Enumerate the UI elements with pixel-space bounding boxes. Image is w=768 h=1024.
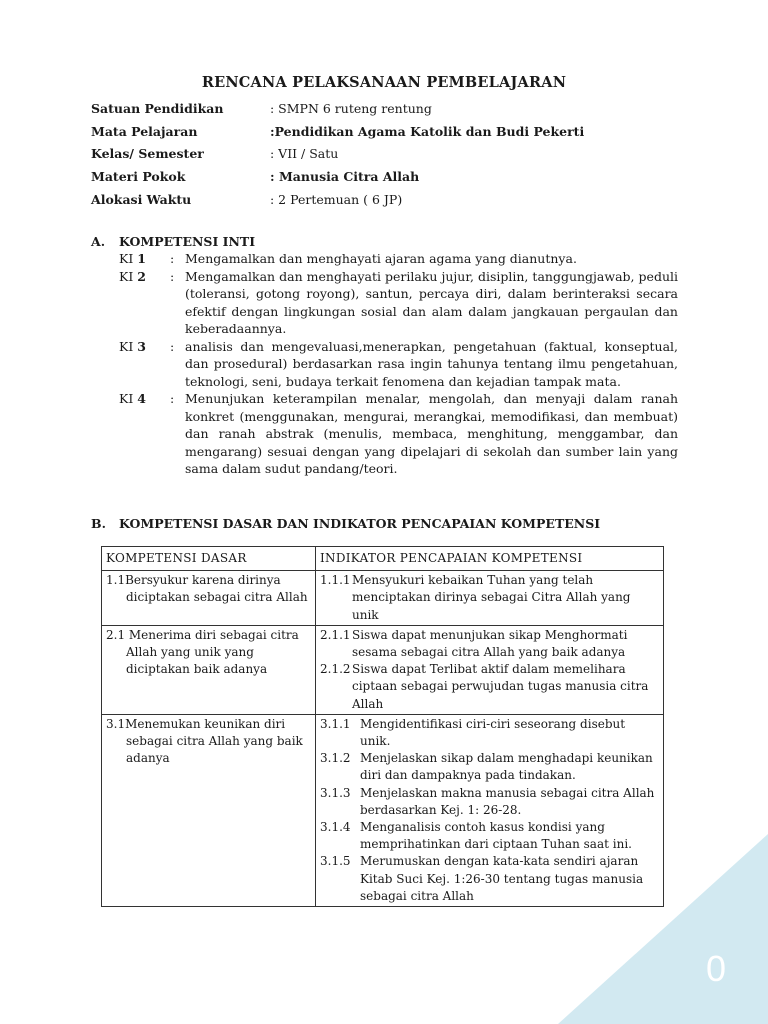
indicator-item [320, 819, 659, 853]
meta-label: Materi Pokok [91, 169, 186, 185]
indicator-item [320, 853, 659, 905]
indicator-number: 3.1.5 [320, 854, 351, 869]
table-header-row [102, 547, 664, 571]
header-indikator: INDIKATOR PENCAPAIAN KOMPETENSI [316, 547, 664, 571]
ki-code: KI 4 [119, 391, 146, 407]
section-a-heading [91, 234, 255, 249]
kd-text: 2.1 Menerima diri sebagai citra Allah yang unik yang diciptakan baik adanya [106, 627, 299, 677]
indicator-text: Siswa dapat Terlibat aktif dalam memelihara ciptaan sebagai perwujudan tugas manusia citra Allah [352, 662, 649, 711]
meta-row-satuan [91, 98, 651, 121]
indicator-item [320, 785, 659, 819]
indicator-text: Siswa dapat menunjukan sikap Menghormati sesama sebagai citra Allah yang baik adanya [352, 627, 628, 660]
kompetensi-inti-list [119, 250, 678, 478]
kompetensi-table [101, 546, 664, 907]
ki-code: KI 3 [119, 338, 146, 354]
meta-value: : Manusia Citra Allah [270, 169, 420, 185]
ki-item [119, 250, 678, 267]
meta-value: : 2 Pertemuan ( 6 JP) [270, 191, 403, 207]
section-title: KOMPETENSI DASAR DAN INDIKATOR PENCAPAIAN KOMPETENSI [119, 516, 601, 531]
indicator-cell [316, 571, 664, 626]
meta-row-materi [91, 166, 651, 189]
indicator-cell [316, 714, 664, 906]
ki-colon: : [170, 251, 175, 266]
section-b-heading [91, 516, 600, 531]
meta-value: :Pendidikan Agama Katolik dan Budi Pekerti [270, 123, 585, 139]
indicator-number: 2.1.1 [320, 627, 351, 642]
ki-colon: : [170, 391, 175, 407]
header-kompetensi-dasar: KOMPETENSI DASAR [102, 547, 316, 571]
table-row [102, 625, 664, 714]
kd-cell [102, 571, 316, 626]
indicator-item [320, 572, 659, 624]
kd-cell [102, 625, 316, 714]
ki-text: Mengamalkan dan menghayati perilaku jujur, disiplin, tanggungjawab, peduli (toleransi, gotong royong), santun, percaya diri, dalam berinteraksi secara efektif dengan lingkungan sosial dan alam dalam jangkauan pergaulan dan keberadaannya. [185, 268, 678, 337]
table-row [102, 571, 664, 626]
meta-block [91, 98, 651, 211]
indicator-text: Mengidentifikasi ciri-ciri seseorang disebut unik. [360, 716, 626, 749]
meta-label: Alokasi Waktu [91, 191, 192, 207]
ki-text: analisis dan mengevaluasi,menerapkan, pengetahuan (faktual, konseptual, dan prosedural) berdasarkan rasa ingin tahunya tentang ilmu pengetahuan, teknologi, seni, budaya terkait fenomena dan kejadian tampak mata. [185, 338, 678, 389]
indicator-item [320, 627, 659, 661]
meta-label: Kelas/ Semester [91, 146, 204, 162]
ki-colon: : [170, 338, 175, 354]
indicator-item [320, 716, 659, 750]
meta-row-kelas [91, 143, 651, 166]
indicator-text: Merumuskan dengan kata-kata sendiri ajaran Kitab Suci Kej. 1:26-30 tentang tugas manusia sebagai citra Allah [360, 854, 644, 903]
document-title: RENCANA PELAKSANAAN PEMBELAJARAN [201, 74, 567, 91]
kd-cell [102, 714, 316, 906]
indicator-item [320, 661, 659, 713]
ki-text: Menunjukan keterampilan menalar, mengolah, dan menyaji dalam ranah konkret (menggunakan, mengurai, merangkai, memodifikasi, dan membuat) dan ranah abstrak (menulis, membaca, menghitung, menggambar, dan mengarang) sesuai dengan yang dipelajari di sekolah dan sumber lain yang sama dalam sudut pandang/teori. [185, 391, 678, 477]
meta-value: : VII / Satu [270, 146, 339, 162]
indicator-text: Menjelaskan makna manusia sebagai citra Allah berdasarkan Kej. 1: 26-28. [360, 785, 655, 817]
indicator-item [320, 750, 659, 784]
meta-value: : SMPN 6 ruteng rentung [270, 101, 432, 116]
indicator-text: Menjelaskan sikap dalam menghadapi keunikan diri dan dampaknya pada tindakan. [360, 751, 653, 783]
meta-row-alokasi [91, 189, 651, 212]
page-number: 0 [705, 948, 726, 989]
indicator-cell [316, 625, 664, 714]
table-row [102, 714, 664, 906]
indicator-number: 3.1.3 [320, 785, 351, 800]
indicator-text: Menganalisis contoh kasus kondisi yang memprihatinkan dari ciptaan Tuhan saat ini. [360, 820, 632, 852]
section-letter: A. [91, 234, 106, 249]
ki-code: KI 2 [119, 268, 146, 284]
kd-text: 1.1Bersyukur karena dirinya diciptakan sebagai citra Allah [106, 573, 308, 605]
indicator-text: Mensyukuri kebaikan Tuhan yang telah menciptakan dirinya sebagai Citra Allah yang unik [352, 573, 631, 622]
indicator-number: 3.1.2 [320, 751, 351, 766]
ki-item [119, 268, 678, 338]
section-title: KOMPETENSI INTI [119, 234, 256, 249]
indicator-number: 1.1.1 [320, 573, 351, 588]
meta-label: Mata Pelajaran [91, 123, 198, 139]
ki-text: Mengamalkan dan menghayati ajaran agama yang dianutnya. [185, 251, 577, 266]
kd-text: 3.1Menemukan keunikan diri sebagai citra Allah yang baik adanya [106, 716, 303, 766]
ki-item [119, 338, 678, 390]
meta-label: Satuan Pendidikan [91, 101, 224, 116]
indicator-number: 2.1.2 [320, 662, 351, 677]
section-letter: B. [91, 516, 106, 531]
ki-code: KI 1 [119, 251, 146, 266]
indicator-number: 3.1.1 [320, 716, 351, 731]
ki-item [119, 390, 678, 477]
ki-colon: : [170, 268, 175, 284]
meta-row-mapel [91, 121, 651, 144]
indicator-number: 3.1.4 [320, 820, 351, 835]
